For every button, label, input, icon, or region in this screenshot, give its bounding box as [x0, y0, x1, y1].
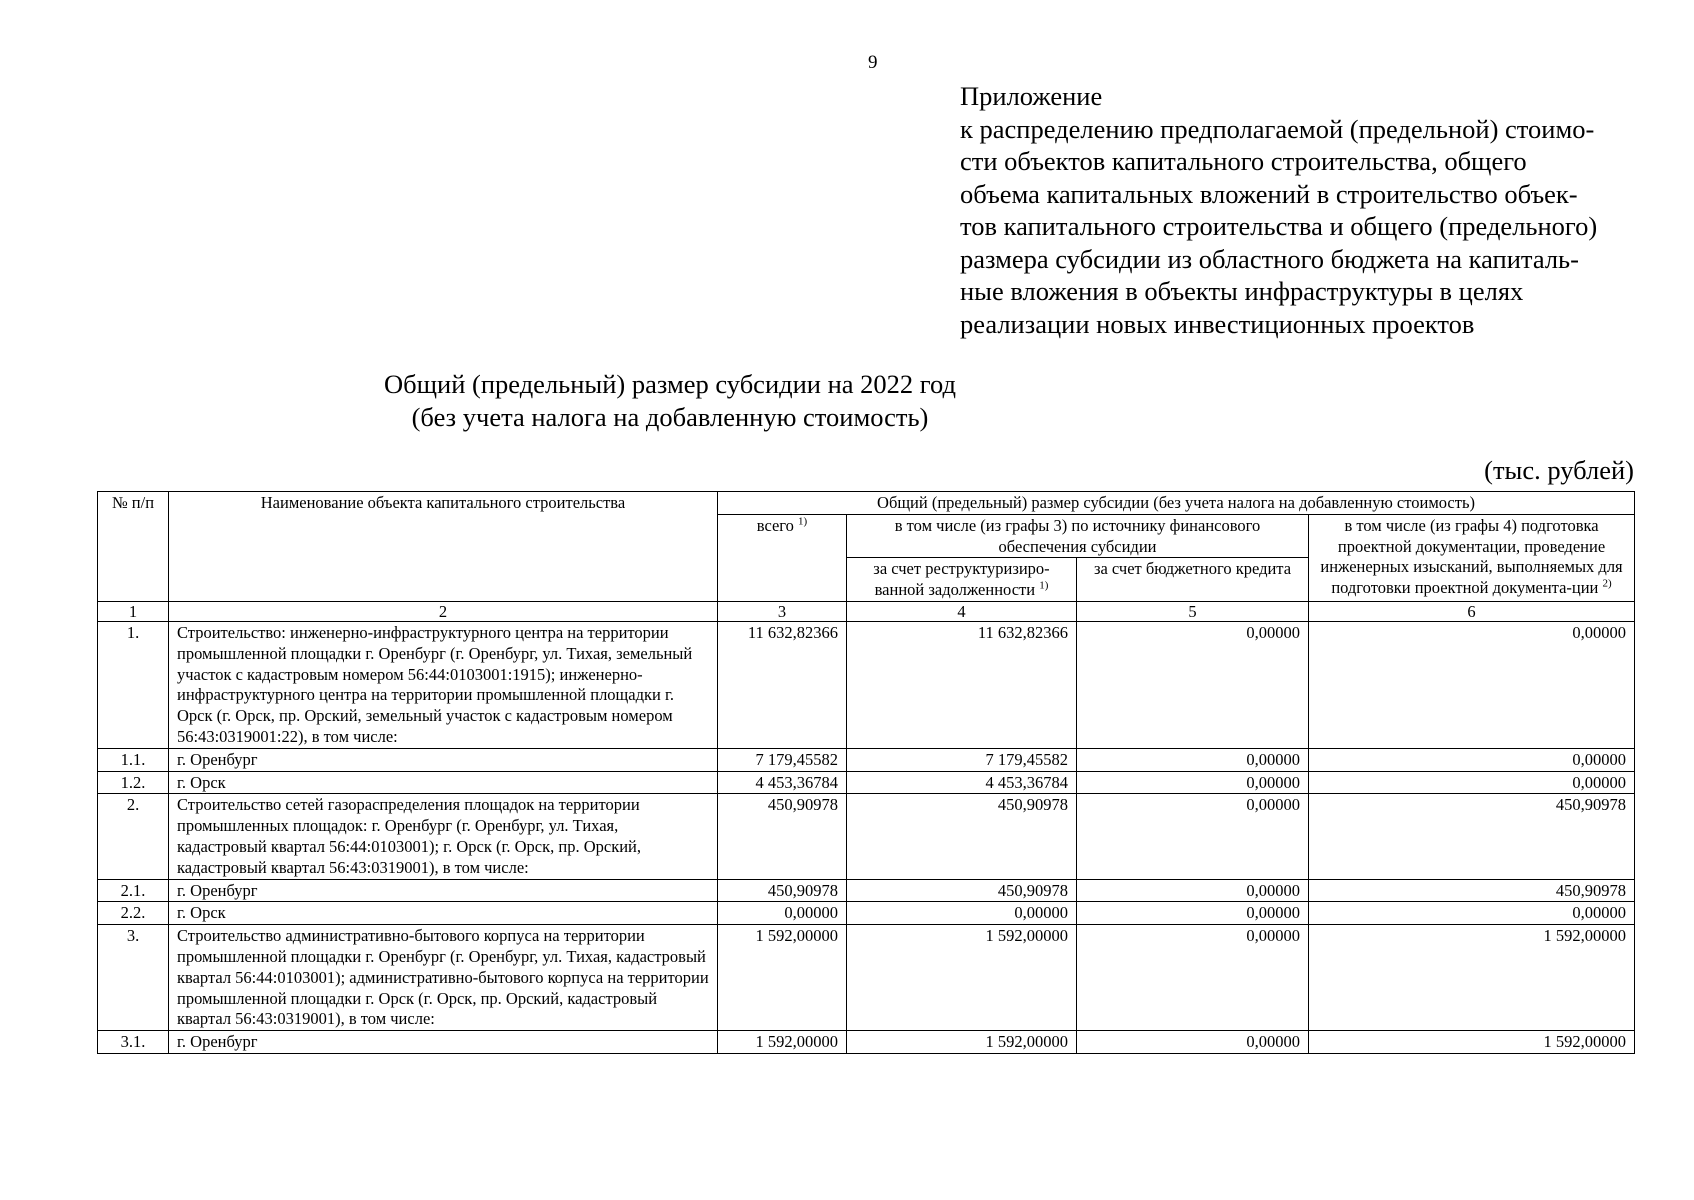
appendix-line: размера субсидии из областного бюджета на капиталь- [960, 243, 1579, 274]
header-total [718, 514, 847, 601]
header-design-label: в том числе (из графы 4) подготовка проектной документации, проведение инженерных изысканий, выполняемых для подготовки проектной документа-ции [1320, 515, 1623, 598]
row-name: г. Орск [169, 902, 718, 925]
row-num: 3. [98, 925, 169, 1031]
row-num: 1. [98, 621, 169, 748]
appendix-block [960, 80, 1660, 340]
row-num: 1.2. [98, 771, 169, 794]
column-number: 3 [718, 601, 847, 621]
row-design: 1 592,00000 [1309, 925, 1635, 1031]
appendix-line: реализации новых инвестиционных проектов [960, 308, 1475, 339]
row-restructured: 1 592,00000 [847, 925, 1077, 1031]
column-number: 5 [1077, 601, 1309, 621]
header-total-label: всего [756, 515, 794, 535]
table-row [98, 621, 1635, 748]
row-credit: 0,00000 [1077, 748, 1309, 771]
row-num: 1.1. [98, 748, 169, 771]
header-group: Общий (предельный) размер субсидии (без учета налога на добавленную стоимость) [718, 492, 1635, 515]
table-row [98, 925, 1635, 1031]
row-total: 11 632,82366 [718, 621, 847, 748]
row-design: 0,00000 [1309, 902, 1635, 925]
appendix-line: сти объектов капитального строительства, общего [960, 146, 1527, 176]
header-restructured-note: 1) [1039, 579, 1049, 592]
row-credit: 0,00000 [1077, 621, 1309, 748]
row-total: 450,90978 [718, 879, 847, 902]
row-design: 0,00000 [1309, 621, 1635, 748]
row-restructured: 7 179,45582 [847, 748, 1077, 771]
table-row [98, 748, 1635, 771]
table-row [98, 771, 1635, 794]
header-restructured [847, 558, 1077, 602]
row-credit: 0,00000 [1077, 1031, 1309, 1054]
row-total: 1 592,00000 [718, 925, 847, 1031]
row-restructured: 450,90978 [847, 794, 1077, 879]
row-design: 450,90978 [1309, 879, 1635, 902]
row-num: 2.1. [98, 879, 169, 902]
document-subheading: (без учета налога на добавленную стоимость) [411, 402, 929, 432]
appendix-line: к распределению предполагаемой (предельной) стоимо- [960, 113, 1595, 144]
header-restructured-label: за счет реструктуризиро-ванной задолженности [873, 559, 1050, 600]
row-restructured: 1 592,00000 [847, 1031, 1077, 1054]
row-total: 7 179,45582 [718, 748, 847, 771]
header-name: Наименование объекта капитального строительства [169, 492, 718, 602]
row-restructured: 0,00000 [847, 902, 1077, 925]
table-row [98, 879, 1635, 902]
header-incl: в том числе (из графы 3) по источнику финансового обеспечения субсидии [847, 514, 1309, 558]
row-restructured: 11 632,82366 [847, 621, 1077, 748]
row-num: 2. [98, 794, 169, 879]
header-design-note: 2) [1602, 577, 1612, 590]
appendix-line: ные вложения в объекты инфраструктуры в целях [960, 276, 1524, 306]
page-number: 9 [868, 52, 878, 73]
row-name: г. Оренбург [169, 1031, 718, 1054]
row-restructured: 4 453,36784 [847, 771, 1077, 794]
row-credit: 0,00000 [1077, 879, 1309, 902]
appendix-line: объема капитальных вложений в строительство объек- [960, 178, 1578, 209]
row-num: 2.2. [98, 902, 169, 925]
column-number: 1 [98, 601, 169, 621]
header-total-note: 1) [798, 515, 808, 528]
appendix-title: Приложение [960, 81, 1103, 111]
row-total: 450,90978 [718, 794, 847, 879]
subsidy-table [97, 491, 1635, 1054]
row-name: г. Орск [169, 771, 718, 794]
row-credit: 0,00000 [1077, 925, 1309, 1031]
header-num: № п/п [98, 492, 169, 602]
appendix-line: тов капитального строительства и общего (предельного) [960, 211, 1598, 241]
row-total: 1 592,00000 [718, 1031, 847, 1054]
row-design: 0,00000 [1309, 748, 1635, 771]
table-row [98, 1031, 1635, 1054]
row-name: г. Оренбург [169, 879, 718, 902]
row-credit: 0,00000 [1077, 794, 1309, 879]
table-row [98, 794, 1635, 879]
column-number: 4 [847, 601, 1077, 621]
row-design: 1 592,00000 [1309, 1031, 1635, 1054]
row-name: Строительство административно-бытового корпуса на территории промышленной площадки г. Оренбург (г. Оренбург, ул. Тихая, кадастровый квартал 56:44:0103001); административно-бытового корпуса на территории промышленной площадки г. Орск (г. Орск, пр. Орский, кадастровый квартал 56:43:0319001), в том числе: [169, 925, 718, 1031]
row-credit: 0,00000 [1077, 771, 1309, 794]
row-name: Строительство: инженерно-инфраструктурного центра на территории промышленной площадки г. Оренбург (г. Оренбург, ул. Тихая, земельный участок с кадастровым номером 56:44:0103001:1915); инженерно-инфраструктурного центра на территории промышленной площадки г. Орск (г. Орск, пр. Орский, земельный участок с кадастровым номером 56:43:0319001:22), в том числе: [169, 621, 718, 748]
row-credit: 0,00000 [1077, 902, 1309, 925]
row-total: 4 453,36784 [718, 771, 847, 794]
row-total: 0,00000 [718, 902, 847, 925]
row-num: 3.1. [98, 1031, 169, 1054]
units-label: (тыс. рублей) [1484, 455, 1634, 485]
column-number: 2 [169, 601, 718, 621]
header-design [1309, 514, 1635, 601]
document-heading: Общий (предельный) размер субсидии на 2022 год [384, 369, 956, 399]
row-restructured: 450,90978 [847, 879, 1077, 902]
row-name: Строительство сетей газораспределения площадок на территории промышленных площадок: г. Оренбург (г. Оренбург, ул. Тихая, кадастровый квартал 56:44:0103001); г. Орск (г. Орск, пр. Орский, кадастровый квартал 56:43:0319001), в том числе: [169, 794, 718, 879]
row-name: г. Оренбург [169, 748, 718, 771]
column-number: 6 [1309, 601, 1635, 621]
table-row [98, 902, 1635, 925]
row-design: 450,90978 [1309, 794, 1635, 879]
row-design: 0,00000 [1309, 771, 1635, 794]
header-budget-credit: за счет бюджетного кредита [1077, 558, 1309, 602]
